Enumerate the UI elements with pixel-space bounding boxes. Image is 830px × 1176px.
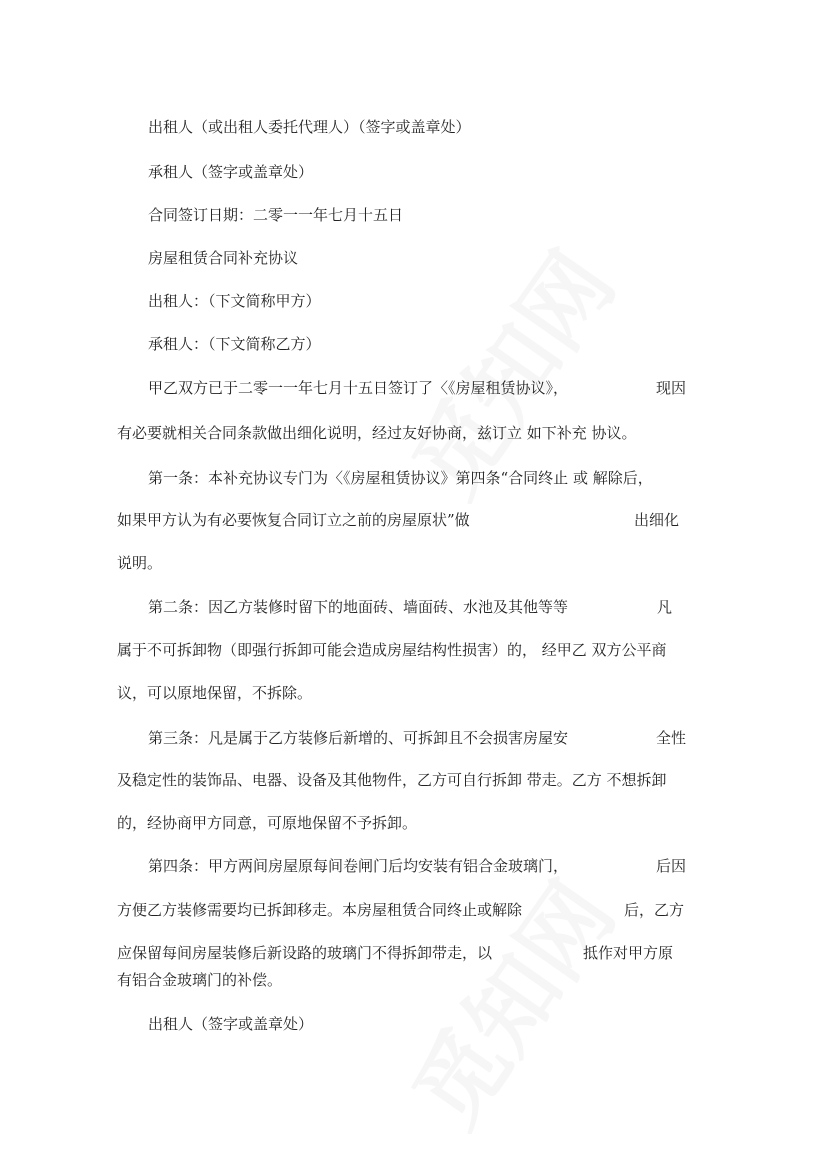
article-1-text: 如果甲方认为有必要恢复合同订立之前的房屋原状”做: [117, 511, 470, 529]
article-1-text: 说明。: [117, 554, 163, 572]
article-1-text: 出细化: [634, 511, 680, 529]
agreement-title: 房屋租赁合同补充协议: [148, 249, 299, 267]
article-3-text: 第三条：凡是属于乙方装修后新增的、可拆卸且不会损害房屋安: [148, 729, 569, 747]
article-2-text: 属于不可拆卸物（即强行拆卸可能会造成房屋结构性损害）的， 经甲乙 双方公平商: [117, 641, 667, 659]
article-4-text: 后因: [656, 857, 687, 875]
article-4-text: 后，乙方: [624, 901, 685, 919]
preamble-text: 现因: [656, 379, 687, 397]
preamble-text: 有必要就相关合同条款做出细化说明，经过友好协商，兹订立 如下补充 协议。: [117, 424, 637, 442]
article-2-text: 第二条：因乙方装修时留下的地面砖、墙面砖、水池及其他等等: [148, 598, 569, 616]
article-2-text: 凡: [657, 598, 673, 616]
article-3-text: 的，经协商甲方同意，可原地保留不予拆卸。: [117, 814, 418, 832]
article-4-text: 抵作对甲方原: [583, 944, 674, 962]
article-4-text: 有铝合金玻璃门的补偿。: [117, 971, 283, 989]
article-4-text: 方便乙方装修需要均已拆卸移走。本房屋租赁合同终止或解除: [117, 901, 523, 919]
lessee-signature-line: 承租人（签字或盖章处）: [148, 163, 314, 181]
preamble-text: 甲乙双方已于二零一一年七月十五日签订了〈《房屋租赁协议》，: [148, 379, 569, 397]
article-3-text: 及稳定性的装饰品、电器、设备及其他物件，乙方可自行拆卸 带走。乙方 不想拆卸: [117, 771, 667, 789]
article-1-text: 第一条：本补充协议专门为〈《房屋租赁协议》第四条“合同终止 或 解除后，: [148, 469, 653, 487]
article-2-text: 议，可以原地保留，不拆除。: [117, 684, 313, 702]
lessor-party-line: 出租人：（下文简称甲方）: [148, 292, 321, 310]
article-4-text: 第四条：甲方两间房屋原每间卷闸门后均安装有铝合金玻璃门，: [148, 857, 569, 875]
lessor-agent-signature-line: 出租人（或出租人委托代理人）（签字或盖章处）: [148, 118, 471, 136]
contract-date-line: 合同签订日期：二零一一年七月十五日: [148, 206, 404, 224]
lessor-signature-line: 出租人（签字或盖章处）: [148, 1015, 314, 1033]
article-4-text: 应保留每间房屋装修后新设路的玻璃门不得拆卸带走，以: [117, 944, 493, 962]
article-3-text: 全性: [656, 729, 687, 747]
lessee-party-line: 承租人：（下文简称乙方）: [148, 335, 321, 353]
